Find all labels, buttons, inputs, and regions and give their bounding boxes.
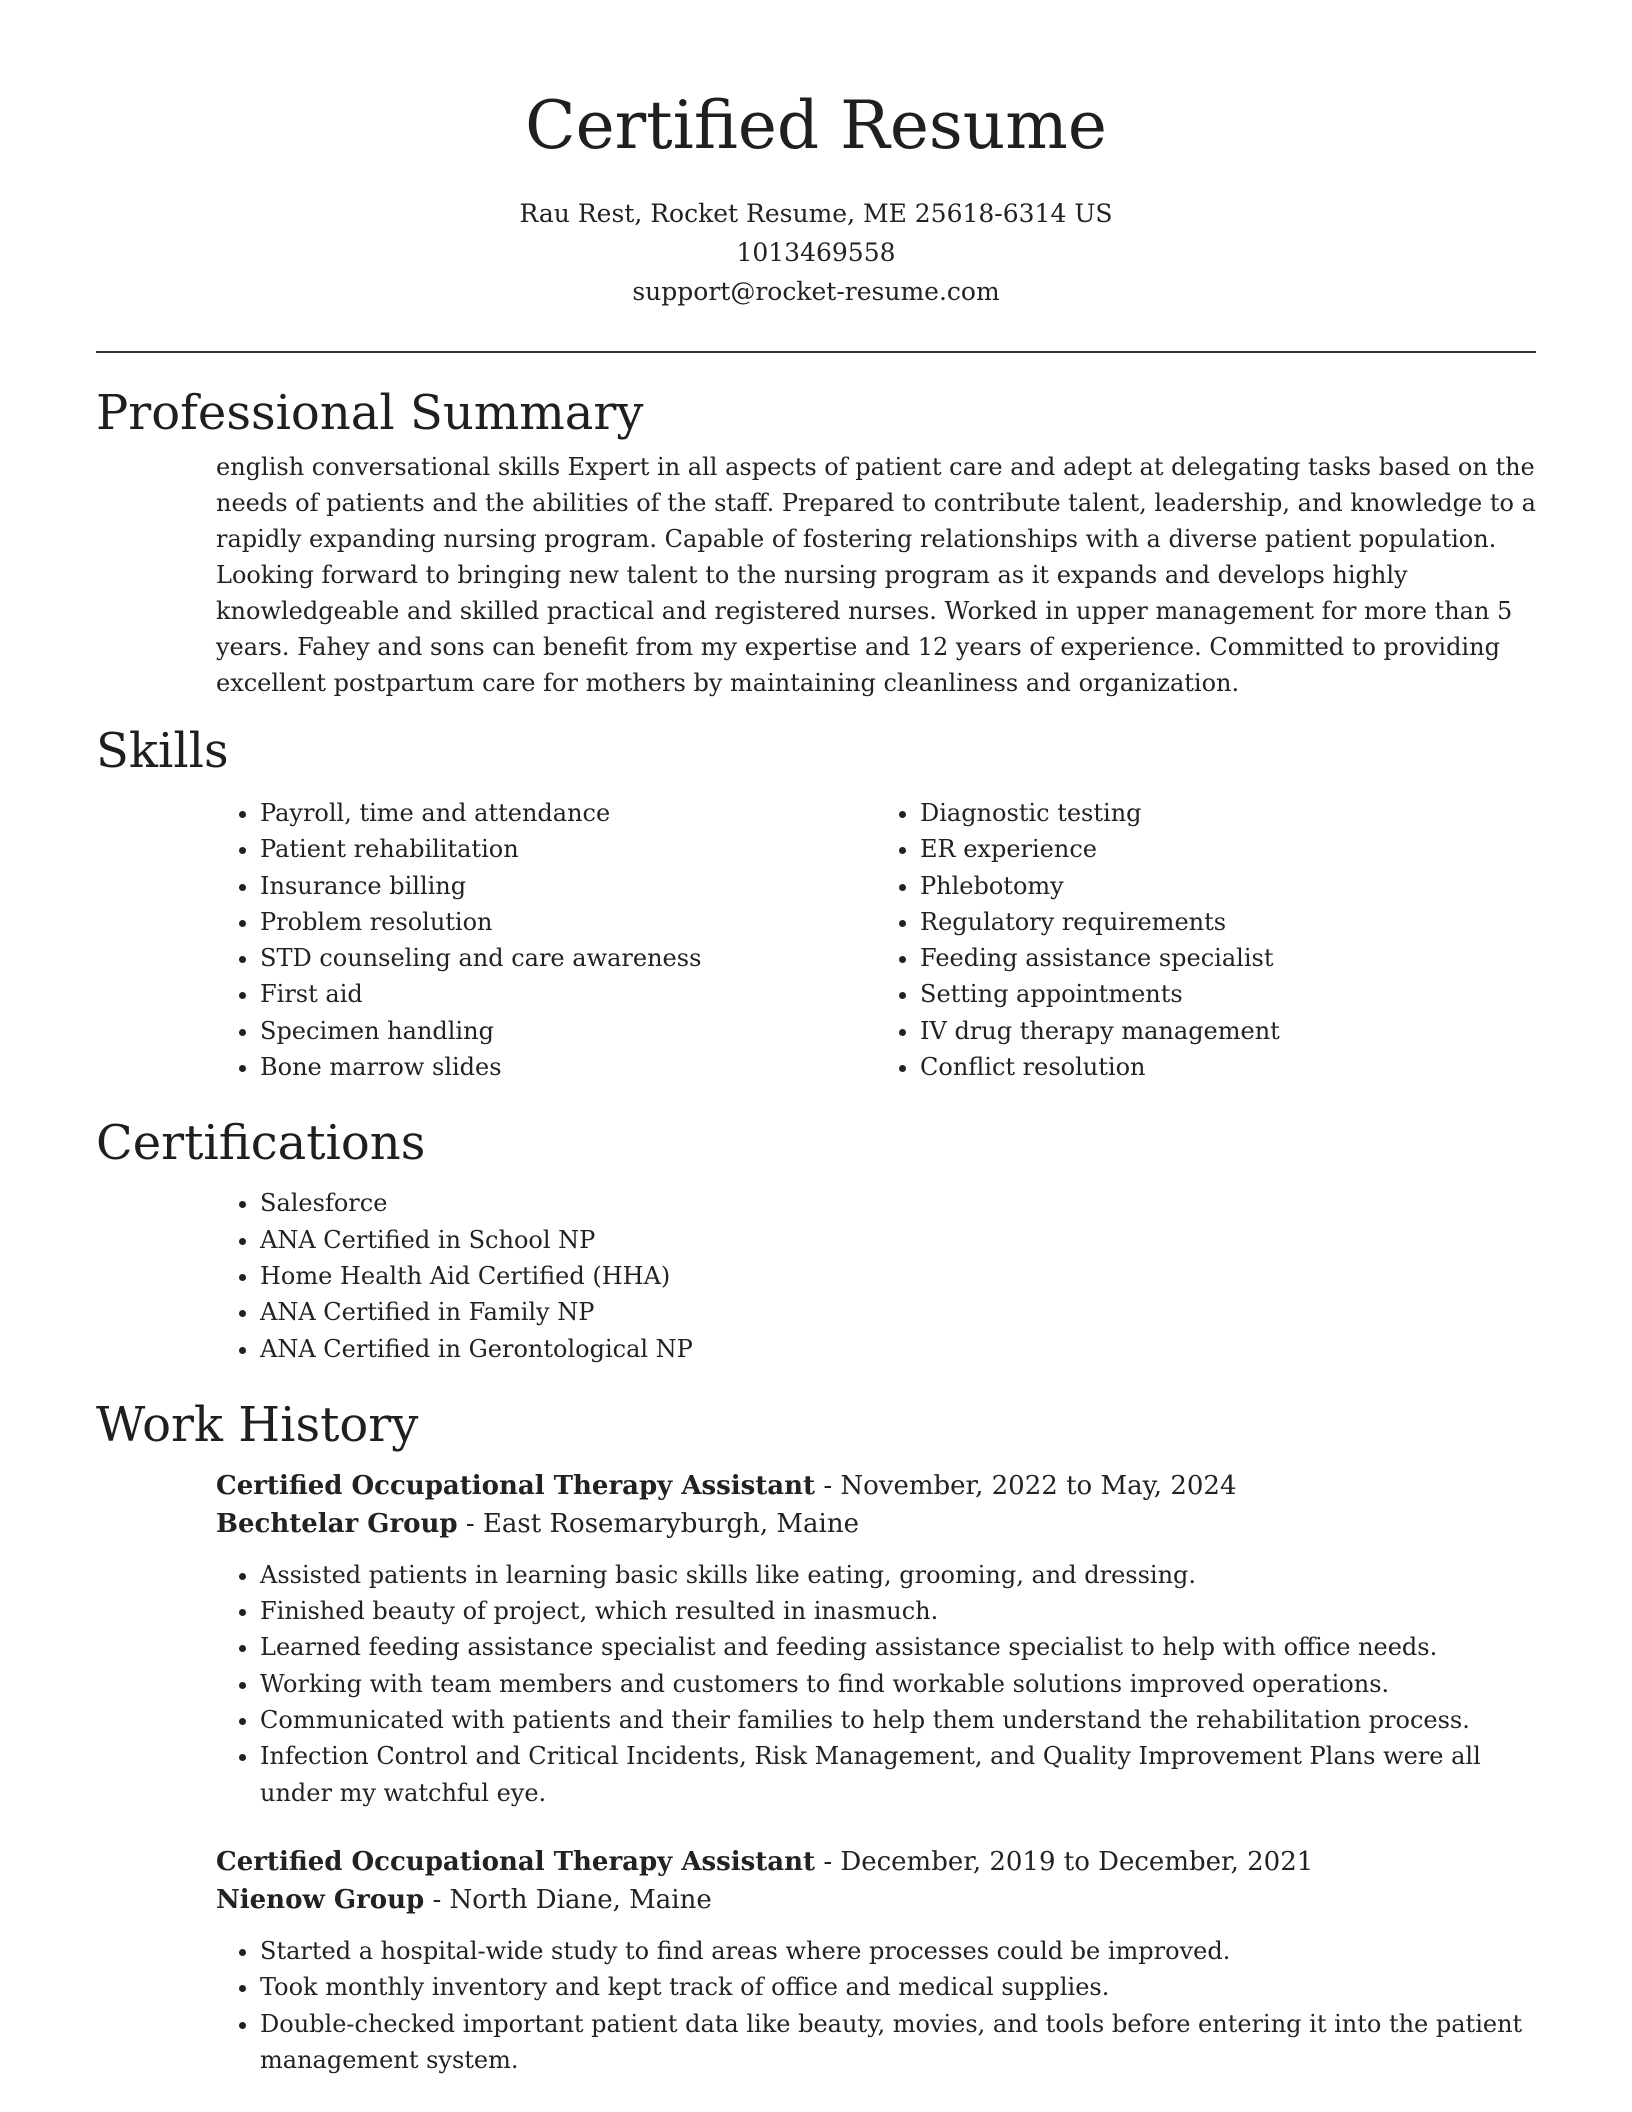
skill-item: • Phlebotomy bbox=[920, 868, 1536, 904]
skill-item: • Diagnostic testing bbox=[920, 795, 1536, 831]
job-dates: - December, 2019 to December, 2021 bbox=[815, 1846, 1314, 1877]
skills-title: Skills bbox=[96, 723, 229, 779]
certifications-body bbox=[216, 1185, 1536, 1366]
skill-item: • Feeding assistance specialist bbox=[920, 940, 1536, 976]
summary-text: english conversational skills Expert in all aspects of patient care and adept at delegating tasks based on the needs of patients and the abilities of the staff. Prepared to contribute talent, leadership, and knowledge to a rapidly expanding nursing program. Capable of fostering relationships with a diverse patient population. Looking forward to bringing new talent to the nursing program as it expands and develops highly knowledgeable and skilled practical and registered nurses. Worked in upper management for more than 5 years. Fahey and sons can benefit from my expertise and 12 years of experience. Committed to providing excellent postpartum care for mothers by maintaining cleanliness and organization. bbox=[216, 453, 1536, 697]
job-bullet: • Learned feeding assistance specialist and feeding assistance specialist to help with office needs. bbox=[260, 1629, 1536, 1665]
job-bullet: • Infection Control and Critical Incidents, Risk Management, and Quality Improvement Plans were all under my watchful eye. bbox=[260, 1738, 1536, 1811]
job-title-line bbox=[216, 1843, 1536, 1881]
job-bullet: • Assisted patients in learning basic skills like eating, grooming, and dressing. bbox=[260, 1557, 1536, 1593]
certifications-section bbox=[96, 1113, 1536, 1366]
skill-item: • Patient rehabilitation bbox=[260, 831, 876, 867]
job-bullets bbox=[216, 1557, 1536, 1811]
job-bullet: • Communicated with patients and their families to help them understand the rehabilitation process. bbox=[260, 1702, 1536, 1738]
skill-item: • Insurance billing bbox=[260, 868, 876, 904]
skill-item: • Regulatory requirements bbox=[920, 904, 1536, 940]
job-company: Bechtelar Group bbox=[216, 1508, 458, 1539]
job-company-line bbox=[216, 1505, 1536, 1543]
skill-item: • Problem resolution bbox=[260, 904, 876, 940]
summary-title: Professional Summary bbox=[96, 385, 644, 441]
skill-item: • Conflict resolution bbox=[920, 1049, 1536, 1085]
job-role: Certified Occupational Therapy Assistant bbox=[216, 1846, 816, 1877]
skill-item: • ER experience bbox=[920, 831, 1536, 867]
work-history-section bbox=[96, 1395, 1536, 2078]
phone: 1013469558 bbox=[736, 238, 896, 267]
job-company: Nienow Group bbox=[216, 1884, 425, 1915]
job-bullet: • Took monthly inventory and kept track of office and medical supplies. bbox=[260, 1969, 1536, 2005]
certification-item: • ANA Certified in School NP bbox=[260, 1222, 1536, 1258]
work-history-title: Work History bbox=[96, 1396, 419, 1453]
candidate-name: Certified Resume bbox=[525, 87, 1107, 164]
skill-item: • First aid bbox=[260, 976, 876, 1012]
skill-item: • IV drug therapy management bbox=[920, 1013, 1536, 1049]
resume-header bbox=[0, 0, 1632, 311]
job-dates: - November, 2022 to May, 2024 bbox=[815, 1470, 1237, 1501]
certifications-list bbox=[216, 1185, 1536, 1366]
work-history-body bbox=[216, 1467, 1536, 2078]
skill-item: • STD counseling and care awareness bbox=[260, 940, 876, 976]
job-bullet: • Working with team members and customers to find workable solutions improved operations. bbox=[260, 1666, 1536, 1702]
job-bullet: • Double-checked important patient data like beauty, movies, and tools before entering it into the patient management system. bbox=[260, 2006, 1536, 2079]
skill-item: • Setting appointments bbox=[920, 976, 1536, 1012]
job-role: Certified Occupational Therapy Assistant bbox=[216, 1470, 816, 1501]
certification-item: • Salesforce bbox=[260, 1185, 1536, 1221]
certifications-title: Certifications bbox=[96, 1115, 426, 1172]
skill-item: • Bone marrow slides bbox=[260, 1049, 876, 1085]
address: Rau Rest, Rocket Resume, ME 25618-6314 US bbox=[519, 199, 1113, 228]
certification-item: • ANA Certified in Gerontological NP bbox=[260, 1331, 1536, 1367]
job-title-line bbox=[216, 1467, 1536, 1505]
job-bullet: • Started a hospital-wide study to find areas where processes could be improved. bbox=[260, 1933, 1536, 1969]
summary-section bbox=[96, 383, 1536, 701]
job-entry bbox=[216, 1467, 1536, 1811]
job-company-line bbox=[216, 1881, 1536, 1919]
contact-info bbox=[0, 194, 1632, 311]
skill-item: • Specimen handling bbox=[260, 1013, 876, 1049]
job-bullets bbox=[216, 1933, 1536, 2078]
skills-section bbox=[96, 721, 1536, 1085]
job-entry bbox=[216, 1843, 1536, 2078]
skill-item: • Payroll, time and attendance bbox=[260, 795, 876, 831]
certification-item: • ANA Certified in Family NP bbox=[260, 1294, 1536, 1330]
email: support@rocket-resume.com bbox=[632, 277, 1000, 306]
job-bullet: • Finished beauty of project, which resulted in inasmuch. bbox=[260, 1593, 1536, 1629]
job-location: - East Rosemaryburgh, Maine bbox=[457, 1508, 859, 1539]
certification-item: • Home Health Aid Certified (HHA) bbox=[260, 1258, 1536, 1294]
skills-list-left bbox=[216, 795, 876, 1085]
header-divider bbox=[96, 351, 1536, 353]
skills-list-right bbox=[876, 795, 1536, 1085]
skills-columns bbox=[216, 795, 1536, 1085]
job-location: - North Diane, Maine bbox=[424, 1884, 712, 1915]
